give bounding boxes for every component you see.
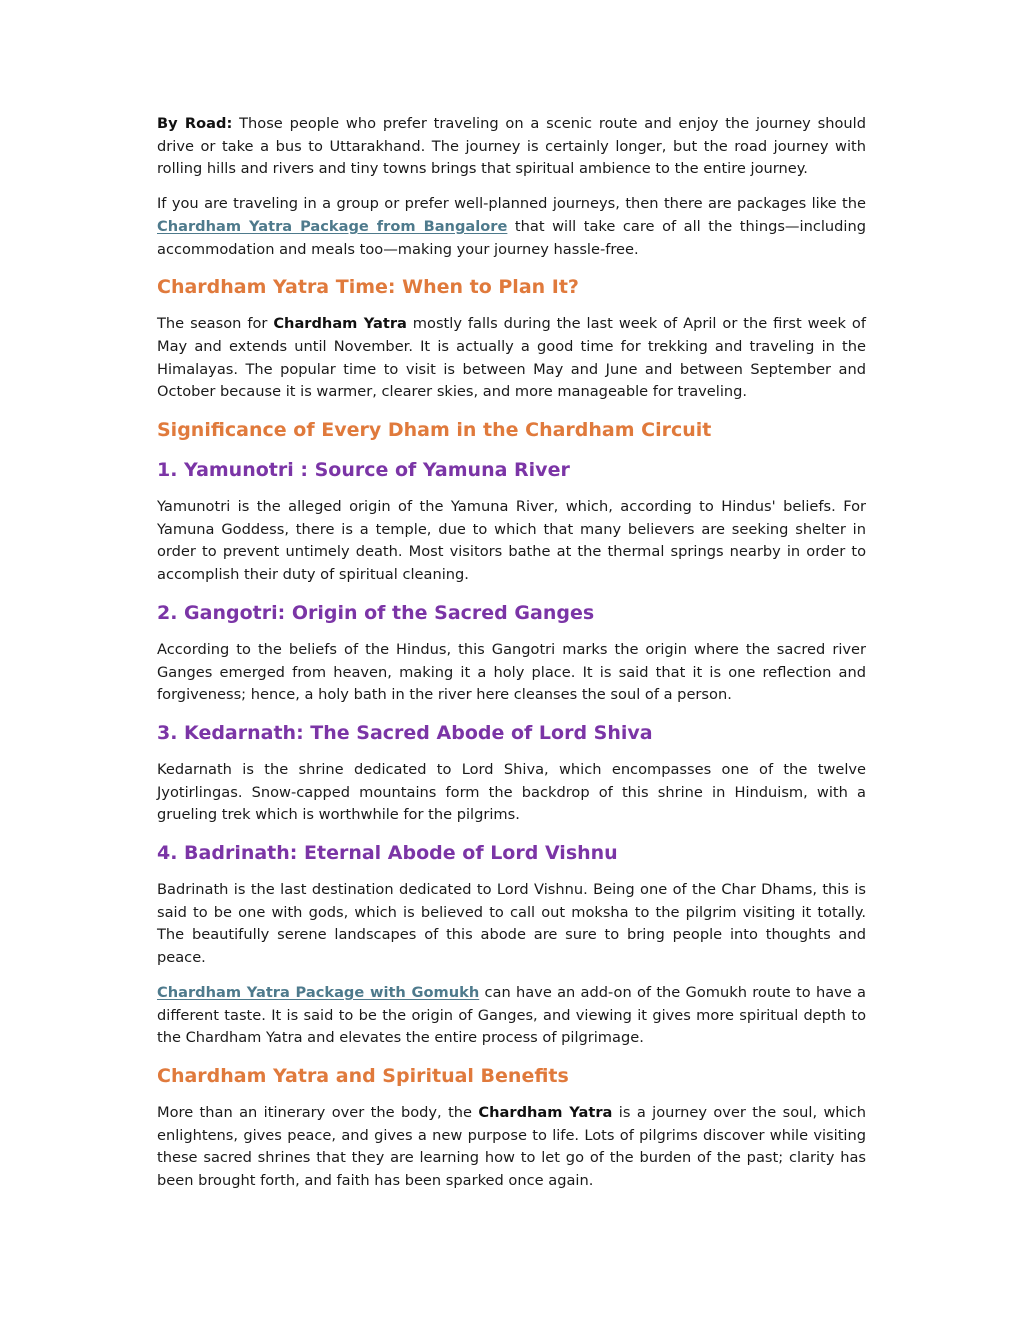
group-text-after: that will take care of all the things—including accommodation and meals too—making your journey hassle-free.	[157, 217, 866, 258]
gangotri-paragraph: According to the beliefs of the Hindus, this Gangotri marks the origin where the sacred river Ganges emerged from heaven, making it a holy place. It is said that it is one reflection and forgiveness; hence, a holy bath in the river here cleanses the soul of a person.	[157, 640, 866, 704]
benefits-text-before: More than an itinerary over the body, the	[157, 1103, 479, 1121]
kedarnath-paragraph: Kedarnath is the shrine dedicated to Lord Shiva, which encompasses one of the twelve Jyotirlingas. Snow-capped mountains form the backdrop of this shrine in Hinduism, with a grueling trek which is worthwhile for the pilgrims.	[157, 760, 866, 824]
time-paragraph	[157, 313, 866, 404]
time-bold: Chardham Yatra	[273, 315, 407, 333]
by-road-paragraph	[157, 113, 866, 181]
document-page	[157, 113, 866, 1205]
time-heading: Chardham Yatra Time: When to Plan It?	[157, 276, 579, 299]
badrinath-heading: 4. Badrinath: Eternal Abode of Lord Vishnu	[157, 842, 618, 865]
benefits-bold: Chardham Yatra	[478, 1103, 613, 1121]
badrinath-paragraph: Badrinath is the last destination dedicated to Lord Vishnu. Being one of the Char Dhams, this is said to be one with gods, which is believed to call out moksha to the pilgrim visiting it totally. The beautifully serene landscapes of this abode are sure to bring people into thoughts and peace.	[157, 881, 866, 967]
time-text-before: The season for	[157, 315, 274, 333]
benefits-paragraph	[157, 1102, 866, 1193]
time-text-after: mostly falls during the last week of April or the first week of May and extends until November. It is actually a good time for trekking and traveling in the Himalayas. The popular time to visit is between May and June and between September and October because it is warmer, clearer skies, and more manageable for traveling.	[157, 315, 866, 401]
bangalore-package-link[interactable]: Chardham Yatra Package from Bangalore	[157, 217, 508, 235]
yamunotri-heading: 1. Yamunotri : Source of Yamuna River	[157, 459, 570, 482]
gomukh-text-after: can have an add-on of the Gomukh route to have a different taste. It is said to be the origin of Ganges, and viewing it gives more spiritual depth to the Chardham Yatra and elevates the entire process of pilgrimage.	[157, 983, 866, 1047]
yamunotri-paragraph: Yamunotri is the alleged origin of the Yamuna River, which, according to Hindus' beliefs. For Yamuna Goddess, there is a temple, due to which that many believers are seeking shelter in order to prevent untimely death. Most visitors bathe at the thermal springs nearby in order to accomplish their duty of spiritual cleaning.	[157, 498, 866, 584]
group-paragraph	[157, 193, 866, 261]
gomukh-paragraph	[157, 982, 866, 1050]
gangotri-heading: 2. Gangotri: Origin of the Sacred Ganges	[157, 601, 595, 624]
kedarnath-heading: 3. Kedarnath: The Sacred Abode of Lord Shiva	[157, 721, 653, 744]
benefits-heading: Chardham Yatra and Spiritual Benefits	[157, 1064, 569, 1087]
group-text-before: If you are traveling in a group or prefer well-planned journeys, then there are packages like the	[157, 195, 866, 213]
benefits-text-after: is a journey over the soul, which enlightens, gives peace, and gives a new purpose to life. Lots of pilgrims discover while visiting these sacred shrines that they are learning how to let go of the burden of the past; clarity has been brought forth, and faith has been sparked once again.	[157, 1103, 866, 1190]
significance-heading: Significance of Every Dham in the Chardham Circuit	[157, 419, 712, 442]
by-road-label: By Road:	[157, 115, 233, 132]
by-road-text: Those people who prefer traveling on a scenic route and enjoy the journey should drive or take a bus to Uttarakhand. The journey is certainly longer, but the road journey with rolling hills and rivers and tiny towns brings that spiritual ambience to the entire journey.	[157, 115, 866, 178]
gomukh-package-link[interactable]: Chardham Yatra Package with Gomukh	[157, 983, 480, 1001]
